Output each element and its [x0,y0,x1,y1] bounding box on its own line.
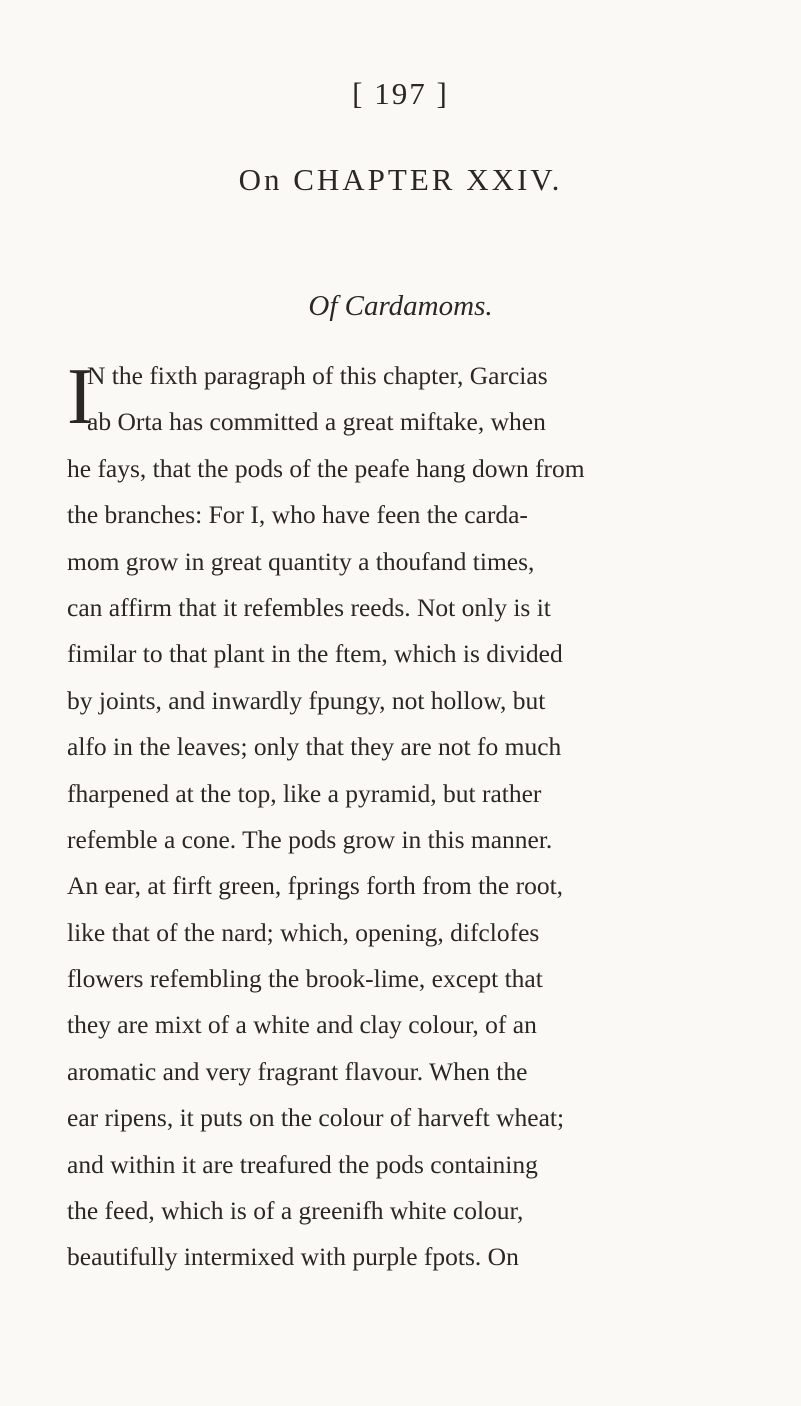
paragraph-line: he fays, that the pods of the peafe hang down from [67,453,585,483]
paragraph-line: alfo in the leaves; only that they are not fo much [67,732,562,762]
paragraph-line: flowers refembling the brook-lime, except that [67,964,543,994]
paragraph-line: fharpened at the top, like a pyramid, but rather [67,778,542,808]
paragraph-line: mom grow in great quantity a thoufand times, [67,546,535,576]
drop-cap: I [67,353,94,441]
chapter-heading: On CHAPTER XXIV. [238,162,563,197]
body-paragraph [67,353,739,1281]
paragraph-line: by joints, and inwardly fpungy, not hollow, but [67,685,546,715]
paragraph-line: An ear, at firft green, fprings forth from the root, [67,871,564,901]
paragraph-line: the feed, which is of a greenifh white colour, [67,1196,524,1226]
paragraph-line: aromatic and very fragrant flavour. When the [67,1056,528,1086]
paragraph-line: refemble a cone. The pods grow in this manner. [67,824,553,854]
paragraph-line: can affirm that it refembles reeds. Not only is it [67,592,551,622]
paragraph-line: the branches: For I, who have feen the carda- [67,500,528,530]
paragraph-line-text: N the fixth paragraph of this chapter, Garcias [87,361,548,390]
paragraph-line: like that of the nard; which, opening, difclofes [67,917,540,947]
chapter-subtitle: Of Cardamoms. [308,290,493,322]
paragraph-line [67,399,739,445]
paragraph-line: ear ripens, it puts on the colour of harveft wheat; [67,1103,565,1133]
paragraph-line: they are mixt of a white and clay colour, of an [67,1010,537,1040]
paragraph-line: and within it are treafured the pods containing [67,1149,538,1179]
page-number: [ 197 ] [352,76,449,111]
paragraph-line: beautifully intermixed with purple fpots. On [67,1242,519,1272]
paragraph-line-text: ab Orta has committed a great miftake, when [87,407,546,437]
paragraph-line: fimilar to that plant in the ftem, which is divided [67,639,563,669]
